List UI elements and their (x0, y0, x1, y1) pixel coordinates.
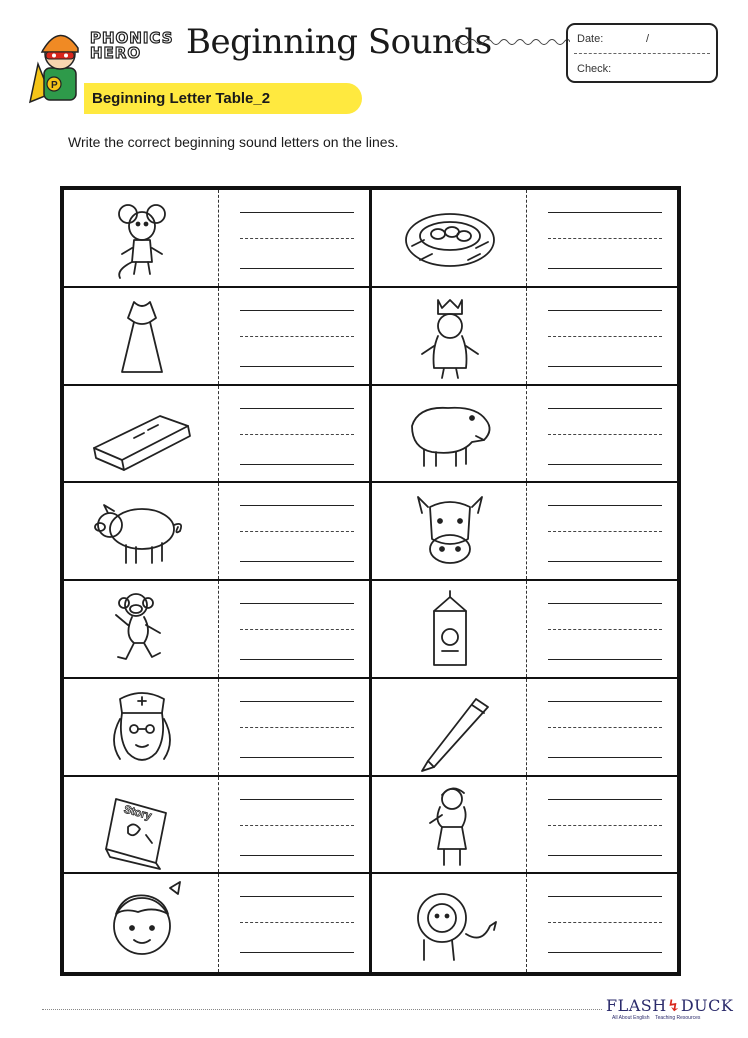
writing-midline (548, 238, 662, 239)
writing-midline (240, 727, 354, 728)
king-icon (372, 288, 527, 385)
table-row (372, 386, 677, 484)
phonics-hero-mascot-icon (28, 24, 92, 108)
picture-cell (372, 386, 527, 482)
table-row (372, 483, 677, 581)
picture-cell (372, 679, 527, 775)
date-check-box (566, 23, 718, 83)
writing-line (240, 310, 354, 311)
picture-cell (372, 288, 527, 384)
writing-line (240, 952, 354, 953)
picture-cell (64, 288, 219, 384)
table-row (372, 679, 677, 777)
book-icon (64, 777, 219, 874)
milk-icon (372, 581, 527, 678)
table-row (64, 777, 369, 875)
writing-line (240, 757, 354, 758)
table-row (372, 581, 677, 679)
table-row (64, 679, 369, 777)
writing-line (240, 799, 354, 800)
writing-area[interactable] (219, 386, 369, 482)
table-row (64, 581, 369, 679)
writing-area[interactable] (527, 679, 677, 775)
writing-midline (548, 336, 662, 337)
writing-area[interactable] (219, 777, 369, 873)
lion-icon (372, 874, 527, 971)
dress-icon (64, 288, 219, 385)
writing-line (548, 505, 662, 506)
writing-line (240, 212, 354, 213)
logo-right: DUCK (680, 996, 734, 1015)
subtitle-banner (84, 83, 362, 114)
writing-midline (240, 336, 354, 337)
writing-line (240, 505, 354, 506)
footer-divider (42, 1009, 602, 1010)
writing-line (548, 561, 662, 562)
writing-midline (548, 922, 662, 923)
brand-line-2: HERO (90, 44, 142, 62)
table-row (64, 288, 369, 386)
writing-line (548, 310, 662, 311)
date-label: Date: (577, 33, 604, 45)
writing-midline (240, 825, 354, 826)
monkey-icon (64, 581, 219, 678)
table-row (372, 190, 677, 288)
pencil-icon (372, 679, 527, 776)
writing-line (240, 366, 354, 367)
writing-line (548, 701, 662, 702)
picture-cell (64, 581, 219, 677)
writing-line (240, 561, 354, 562)
table-row (372, 874, 677, 972)
writing-midline (240, 629, 354, 630)
picture-cell (64, 483, 219, 579)
writing-area[interactable] (527, 874, 677, 972)
date-divider (574, 53, 710, 54)
writing-area[interactable] (527, 777, 677, 873)
writing-area[interactable] (219, 679, 369, 775)
picture-cell (64, 386, 219, 482)
mouse-icon (64, 190, 219, 287)
right-column (372, 190, 677, 972)
writing-line (548, 212, 662, 213)
writing-midline (240, 531, 354, 532)
left-column (64, 190, 372, 972)
check-label: Check: (577, 63, 612, 75)
writing-line (548, 366, 662, 367)
writing-area[interactable] (219, 190, 369, 286)
worksheet-table (60, 186, 681, 976)
svg-text:Story: Story (122, 803, 153, 822)
footer-tagline (612, 1015, 700, 1021)
hippo-icon (372, 386, 527, 483)
picture-cell (64, 777, 219, 873)
tagline-right: Teaching Resources (655, 1015, 701, 1021)
writing-midline (548, 727, 662, 728)
writing-line (548, 659, 662, 660)
wavy-divider-icon (452, 36, 570, 48)
cow-icon (372, 483, 527, 580)
nurse-icon (64, 679, 219, 776)
table-row (372, 288, 677, 386)
writing-line (548, 268, 662, 269)
picture-cell (64, 190, 219, 286)
writing-midline (548, 629, 662, 630)
writing-line (240, 896, 354, 897)
writing-area[interactable] (219, 874, 369, 972)
writing-line (548, 408, 662, 409)
tagline-left: All About English (612, 1015, 650, 1021)
writing-line (240, 464, 354, 465)
lightning-bolt-icon: ↯ (666, 996, 681, 1015)
writing-area[interactable] (527, 483, 677, 579)
writing-line (240, 408, 354, 409)
table-row (372, 777, 677, 875)
date-separator: / (646, 33, 650, 45)
writing-line (240, 603, 354, 604)
picture-cell (372, 483, 527, 579)
flashduck-logo (606, 996, 733, 1015)
writing-line (548, 896, 662, 897)
picture-cell (372, 777, 527, 873)
writing-area[interactable] (527, 581, 677, 677)
picture-cell (64, 679, 219, 775)
girl-icon (372, 777, 527, 874)
instruction-text: Write the correct beginning sound letters on the lines. (68, 134, 399, 150)
writing-line (548, 603, 662, 604)
picture-cell (372, 874, 527, 972)
writing-area[interactable] (527, 288, 677, 384)
writing-midline (548, 825, 662, 826)
page-title: Beginning Sounds (186, 22, 492, 62)
table-row (64, 874, 369, 972)
writing-line (240, 855, 354, 856)
gum-icon (64, 386, 219, 483)
writing-midline (240, 434, 354, 435)
brand-line-1: PHONICS (90, 29, 174, 47)
writing-area[interactable] (219, 483, 369, 579)
table-row (64, 190, 369, 288)
writing-area[interactable] (527, 386, 677, 482)
writing-line (548, 952, 662, 953)
head-icon (64, 874, 219, 971)
writing-line (548, 757, 662, 758)
nest-icon (372, 190, 527, 287)
picture-cell (64, 874, 219, 972)
writing-midline (240, 922, 354, 923)
writing-line (240, 701, 354, 702)
table-row (64, 483, 369, 581)
writing-area[interactable] (527, 190, 677, 286)
logo-left: FLASH (606, 996, 667, 1015)
writing-line (548, 855, 662, 856)
pig-icon (64, 483, 219, 580)
writing-line (548, 799, 662, 800)
table-row (64, 386, 369, 484)
writing-line (548, 464, 662, 465)
picture-cell (372, 581, 527, 677)
writing-midline (548, 434, 662, 435)
picture-cell (372, 190, 527, 286)
writing-line (240, 659, 354, 660)
mascot-badge: P (51, 80, 58, 91)
writing-line (240, 268, 354, 269)
subtitle: Beginning Letter Table_2 (92, 90, 271, 107)
writing-area[interactable] (219, 288, 369, 384)
brand-logo (90, 31, 178, 67)
writing-midline (548, 531, 662, 532)
writing-midline (240, 238, 354, 239)
writing-area[interactable] (219, 581, 369, 677)
